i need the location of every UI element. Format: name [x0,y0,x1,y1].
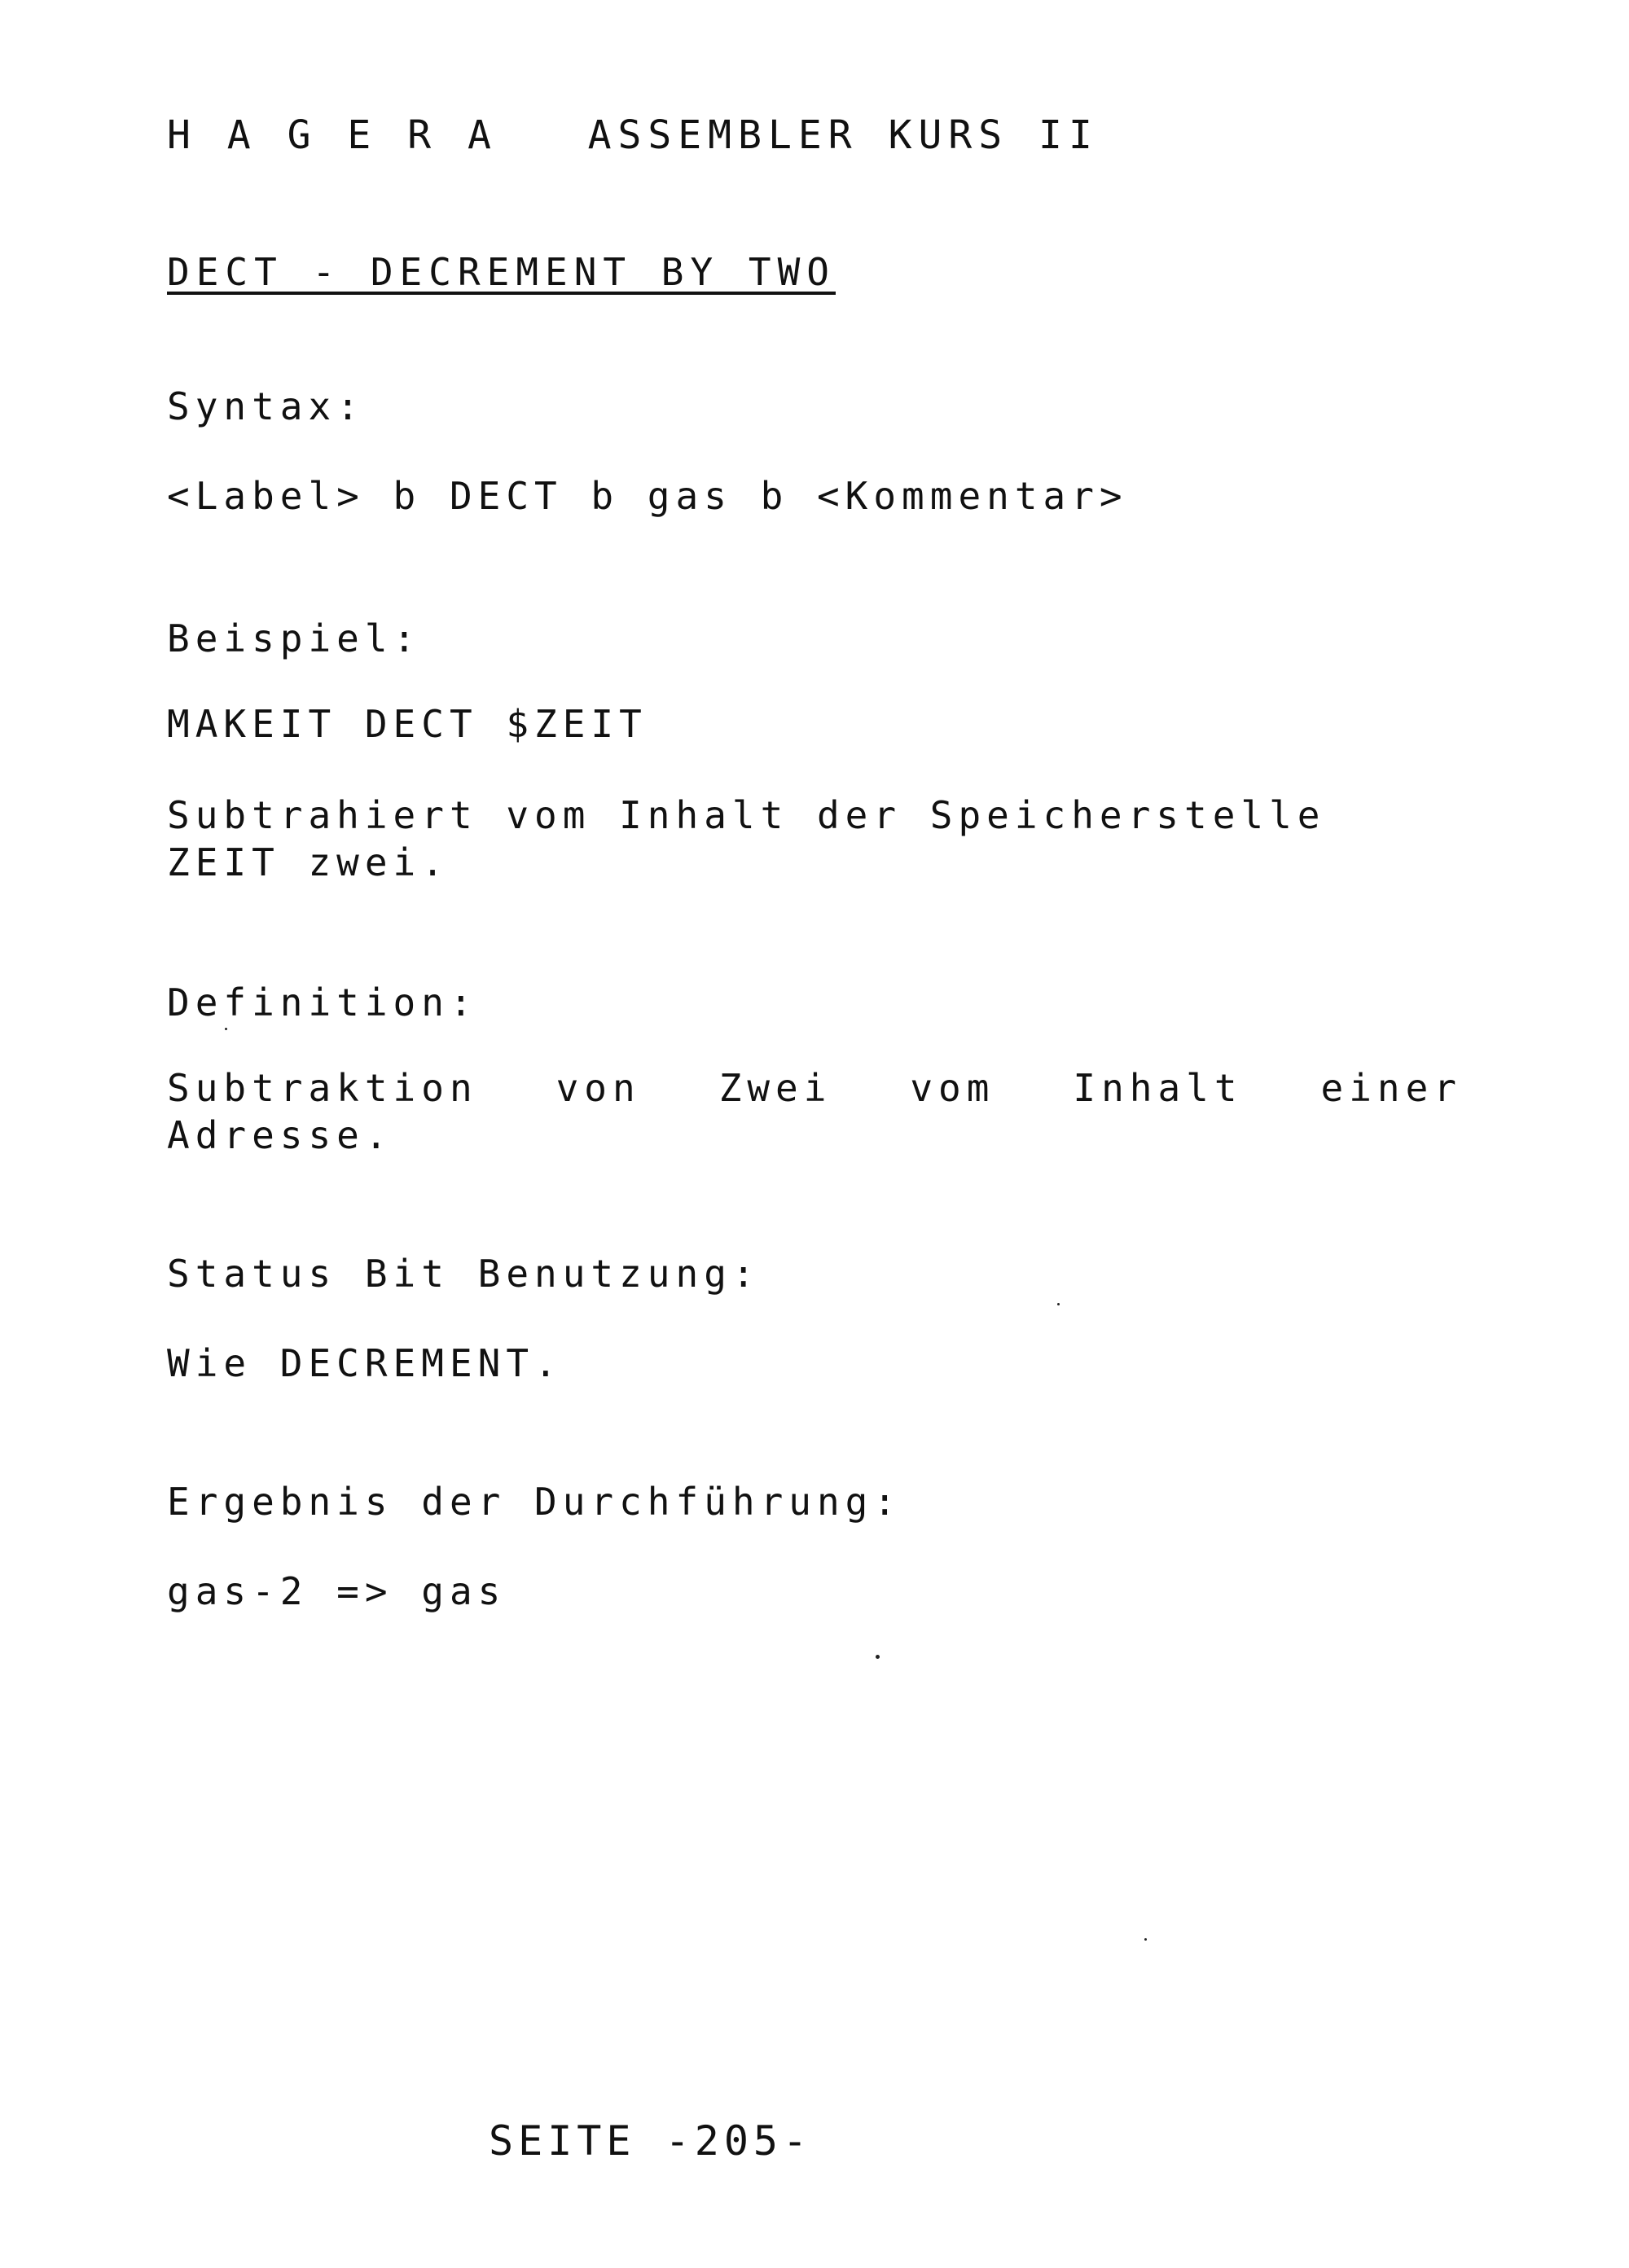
status-bit-line: Wie DECREMENT. [167,1341,563,1385]
example-label: Beispiel: [167,616,422,660]
definition-line-2: Adresse. [167,1113,393,1157]
result-line: gas-2 => gas [167,1569,507,1613]
page-title: H A G E R A ASSEMBLER KURS II [167,112,1099,158]
scan-speck [1057,1303,1060,1305]
definition-label: Definition: [167,980,478,1024]
scan-speck [876,1655,880,1659]
example-description-line-2: ZEIT zwei. [167,840,450,884]
syntax-label: Syntax: [167,384,365,428]
definition-line-1: Subtraktion von Zwei vom Inhalt einer [167,1066,1462,1110]
page-number: SEITE -205- [489,2117,813,2165]
section-heading: DECT - DECREMENT BY TWO [167,250,836,294]
example-line: MAKEIT DECT $ZEIT [167,702,648,746]
scan-speck [1144,1938,1147,1941]
syntax-line: <Label> b DECT b gas b <Kommentar> [167,474,1128,518]
result-label: Ergebnis der Durchführung: [167,1480,902,1524]
scan-speck [225,1028,227,1030]
status-bit-label: Status Bit Benutzung: [167,1252,761,1296]
example-description-line-1: Subtrahiert vom Inhalt der Speicherstelle [167,793,1326,837]
